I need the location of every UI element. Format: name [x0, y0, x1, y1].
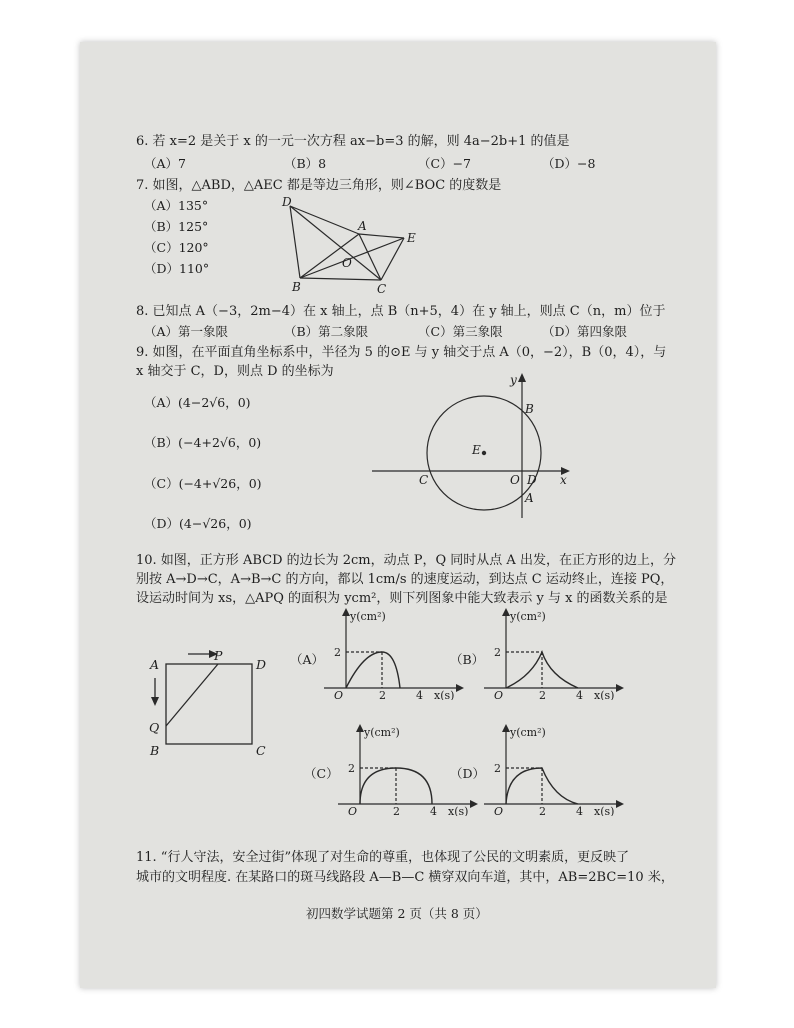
q10-graph-d-y-label: y(cm²) — [510, 726, 546, 739]
q10-graph-option-b: （B） — [450, 652, 485, 667]
q7-label-o: O — [342, 256, 352, 270]
q7-label-a: A — [358, 219, 367, 233]
q10-graph-option-c: （C） — [304, 766, 339, 781]
q9-label-d: D — [527, 473, 537, 487]
q10-stem-line1: 10. 如图，正方形 ABCD 的边长为 2cm，动点 P，Q 同时从点 A 出发，在正方形的边上，分 — [136, 553, 676, 568]
q9-option-c: （C）(−4+√26，0) — [144, 476, 262, 491]
q10-label-a: A — [150, 657, 160, 672]
q9-label-o: O — [510, 473, 520, 487]
q9-stem-line2: x 轴交于 C，D，则点 D 的坐标为 — [136, 364, 334, 379]
q10-graph-b-tick-x4: 4 — [576, 689, 583, 700]
q10-graph-option-a: （A） — [290, 652, 325, 667]
q10-graph-a-y-label: y(cm²) — [350, 610, 386, 623]
q6-option-b: （B）8 — [284, 156, 327, 171]
q10-label-q: Q — [149, 720, 160, 735]
q10-label-c: C — [256, 743, 266, 758]
q10-graph-b-x-label: x(s) — [594, 689, 615, 700]
q10-label-d: D — [256, 657, 267, 672]
q10-graph-c-origin: O — [348, 805, 358, 816]
q10-graph-c-y-label: y(cm²) — [364, 726, 400, 739]
q8-stem: 8. 已知点 A（−3，2m−4）在 x 轴上，点 B（n+5，4）在 y 轴上，则点 C（n，m）位于 — [136, 304, 666, 319]
q9-label-a: A — [525, 491, 534, 505]
q9-stem-line1: 9. 如图，在平面直角坐标系中，半径为 5 的⊙E 与 y 轴交于点 A（0，−2），B（0，4），与 — [136, 345, 667, 360]
q11-line1: 11. “行人守法，安全过街”体现了对生命的尊重，也体现了公民的文明素质，更反映了 — [136, 850, 630, 865]
q7-triangle-figure — [276, 192, 436, 296]
q10-graph-a-tick-x2: 2 — [379, 689, 386, 700]
q10-graph-d-tick-y: 2 — [494, 762, 501, 775]
q10-square-figure — [146, 638, 276, 760]
q7-option-c: （C）120° — [144, 240, 209, 255]
exam-page — [80, 42, 716, 988]
q9-label-e: E — [472, 443, 481, 457]
q8-option-b: （B）第二象限 — [284, 324, 369, 339]
q7-option-a: （A）135° — [144, 198, 209, 213]
q10-graph-d-tick-x2: 2 — [539, 805, 546, 816]
q10-graph-a-tick-x4: 4 — [416, 689, 423, 700]
q10-graph-c-tick-x2: 2 — [393, 805, 400, 816]
q10-graph-option-d: （D） — [450, 766, 486, 781]
q9-label-x: x — [560, 473, 567, 487]
q10-graph-b-tick-y: 2 — [494, 646, 501, 659]
q9-option-b: （B）(−4+2√6，0) — [144, 435, 262, 450]
q6-option-d: （D）−8 — [542, 156, 596, 171]
q9-circle-figure — [372, 370, 572, 528]
q10-graph-c-x-label: x(s) — [448, 805, 469, 816]
q9-option-d: （D）(4−√26，0) — [144, 516, 252, 531]
q10-graph-c-tick-y: 2 — [348, 762, 355, 775]
q7-stem: 7. 如图，△ABD，△AEC 都是等边三角形，则∠BOC 的度数是 — [136, 178, 502, 193]
q6-option-c: （C）−7 — [418, 156, 471, 171]
q10-graph-d-tick-x4: 4 — [576, 805, 583, 816]
q10-stem-line2: 别按 A→D→C，A→B→C 的方向，都以 1cm/s 的速度运动，到达点 C 运动终止，连接 PQ， — [136, 572, 674, 587]
q7-label-b: B — [292, 280, 301, 294]
q7-label-d: D — [282, 195, 292, 209]
q9-label-b: B — [525, 402, 534, 416]
q6-stem: 6. 若 x=2 是关于 x 的一元一次方程 ax−b=3 的解，则 4a−2b+1 的值是 — [136, 134, 570, 149]
q10-graph-a-x-label: x(s) — [434, 689, 455, 700]
q11-line2: 城市的文明程度. 在某路口的斑马线路段 A—B—C 横穿双向车道，其中，AB=2BC=10 米， — [136, 870, 674, 885]
q8-option-d: （D）第四象限 — [542, 324, 628, 339]
q10-graph-c-tick-x4: 4 — [430, 805, 437, 816]
q7-option-b: （B）125° — [144, 219, 209, 234]
q7-label-c: C — [377, 282, 387, 296]
q7-label-e: E — [407, 231, 416, 245]
q10-graph-a — [318, 606, 468, 700]
q6-option-a: （A）7 — [144, 156, 186, 171]
q7-option-d: （D）110° — [144, 261, 210, 276]
q8-option-c: （C）第三象限 — [418, 324, 503, 339]
q9-option-a: （A）(4−2√6，0) — [144, 395, 251, 410]
q10-label-p: P — [214, 648, 223, 663]
q10-graph-a-tick-y: 2 — [334, 646, 341, 659]
q8-option-a: （A）第一象限 — [144, 324, 229, 339]
q10-graph-b-origin: O — [494, 689, 504, 700]
q10-graph-d-origin: O — [494, 805, 504, 816]
q10-graph-b-y-label: y(cm²) — [510, 610, 546, 623]
page-footer: 初四数学试题第 2 页（共 8 页） — [306, 906, 488, 921]
q10-stem-line3: 设运动时间为 xs，△APQ 的面积为 ycm²，则下列图象中能大致表示 y 与 x 的函数关系的是 — [136, 591, 668, 606]
q9-label-y: y — [510, 373, 517, 387]
q10-graph-d-x-label: x(s) — [594, 805, 615, 816]
q10-graph-b — [478, 606, 628, 700]
q10-graph-a-origin: O — [334, 689, 344, 700]
q10-graph-b-tick-x2: 2 — [539, 689, 546, 700]
q9-label-c: C — [419, 473, 429, 487]
q10-graph-d — [478, 722, 628, 816]
q10-label-b: B — [150, 743, 160, 758]
